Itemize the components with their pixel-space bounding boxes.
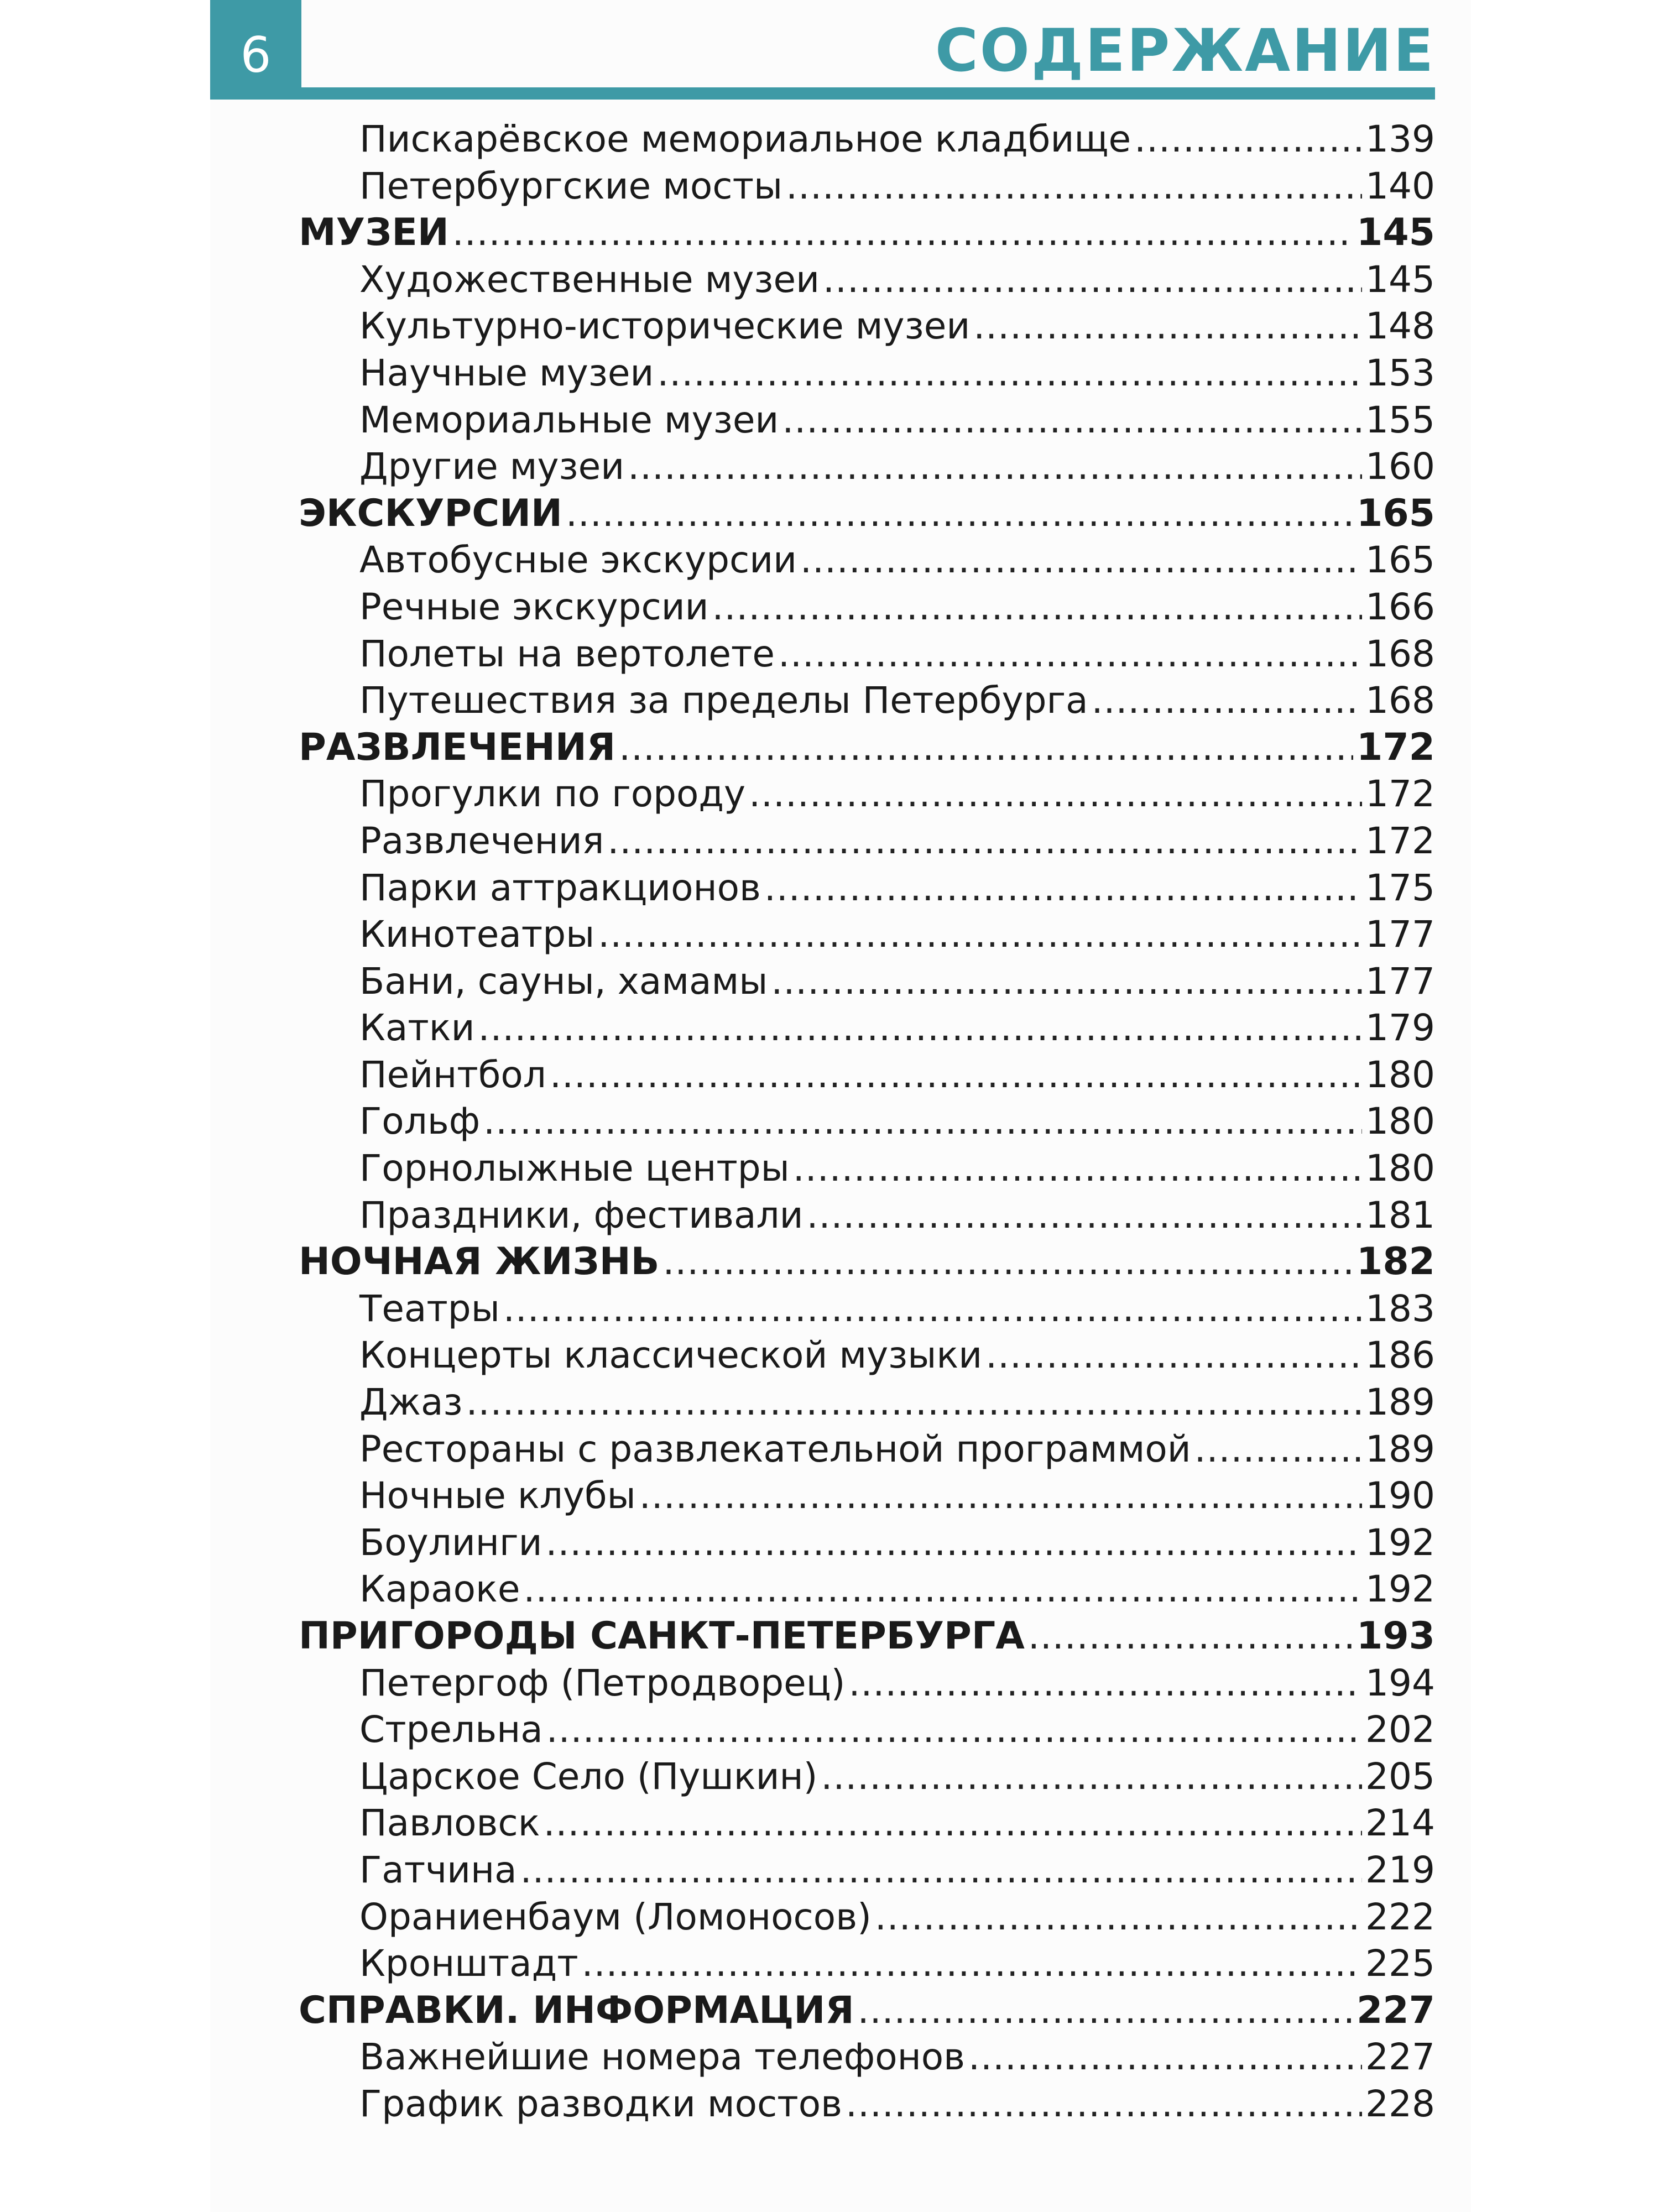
toc-entry-row bbox=[299, 1894, 1435, 1941]
toc-entry-title: Научные музеи bbox=[359, 351, 654, 394]
toc-page-number: 202 bbox=[1365, 1708, 1435, 1751]
dot-leader bbox=[821, 1754, 1362, 1801]
dot-leader bbox=[782, 397, 1362, 444]
table-of-contents bbox=[299, 116, 1435, 2128]
toc-entry-row bbox=[299, 865, 1435, 912]
dot-leader bbox=[823, 257, 1362, 304]
toc-entry-title: Кинотеатры bbox=[359, 913, 595, 956]
toc-entry-title: Пискарёвское мемориальное кладбище bbox=[359, 118, 1131, 160]
dot-leader bbox=[483, 1098, 1362, 1145]
toc-entry-row bbox=[299, 584, 1435, 631]
toc-page-number: 139 bbox=[1365, 118, 1435, 160]
toc-entry-row bbox=[299, 958, 1435, 1005]
toc-entry-title: Павловск bbox=[359, 1802, 540, 1845]
toc-page-number: 194 bbox=[1365, 1661, 1435, 1704]
toc-page-number: 172 bbox=[1365, 819, 1435, 862]
toc-entry-row bbox=[299, 631, 1435, 678]
toc-entry-title: Театры bbox=[359, 1287, 500, 1330]
toc-section-title: РАЗВЛЕЧЕНИЯ bbox=[299, 725, 616, 769]
toc-entry-title: Полеты на вертолете bbox=[359, 632, 775, 675]
dot-leader bbox=[749, 771, 1362, 818]
book-page bbox=[210, 0, 1471, 2212]
toc-entry-title: Стрельна bbox=[359, 1708, 543, 1751]
toc-page-number: 165 bbox=[1357, 491, 1435, 535]
toc-section-title: СПРАВКИ. ИНФОРМАЦИЯ bbox=[299, 1988, 854, 2032]
toc-entry-row bbox=[299, 1473, 1435, 1520]
toc-section-row bbox=[299, 724, 1435, 771]
toc-entry-row bbox=[299, 1286, 1435, 1333]
dot-leader bbox=[628, 444, 1362, 491]
toc-entry-title: График разводки мостов bbox=[359, 2082, 843, 2125]
toc-entry-row bbox=[299, 1707, 1435, 1754]
toc-page-number: 186 bbox=[1365, 1334, 1435, 1377]
toc-entry-row bbox=[299, 116, 1435, 163]
toc-entry-title: Горнолыжные центры bbox=[359, 1147, 790, 1190]
toc-page-number: 189 bbox=[1365, 1427, 1435, 1470]
toc-entry-title: Гольф bbox=[359, 1100, 481, 1143]
toc-page-number: 166 bbox=[1365, 585, 1435, 628]
toc-entry-row bbox=[299, 1052, 1435, 1099]
toc-entry-row bbox=[299, 677, 1435, 724]
toc-entry-row bbox=[299, 350, 1435, 397]
dot-leader bbox=[466, 1379, 1362, 1426]
toc-entry-title: Парки аттракционов bbox=[359, 866, 761, 909]
toc-page-number: 228 bbox=[1365, 2082, 1435, 2125]
dot-leader bbox=[875, 1894, 1362, 1941]
header-divider bbox=[301, 87, 1435, 100]
toc-page-number: 180 bbox=[1365, 1100, 1435, 1143]
toc-entry-row bbox=[299, 1005, 1435, 1052]
dot-leader bbox=[520, 1847, 1362, 1894]
dot-leader bbox=[546, 1707, 1362, 1754]
toc-entry-title: Развлечения bbox=[359, 819, 604, 862]
dot-leader bbox=[662, 1239, 1353, 1286]
toc-entry-title: Концерты классической музыки bbox=[359, 1334, 983, 1377]
toc-entry-title: Культурно-исторические музеи bbox=[359, 305, 971, 348]
dot-leader bbox=[1134, 116, 1362, 163]
toc-page-number: 205 bbox=[1365, 1755, 1435, 1798]
toc-page-number: 227 bbox=[1365, 2036, 1435, 2079]
toc-page-number: 193 bbox=[1357, 1614, 1435, 1658]
dot-leader bbox=[764, 865, 1362, 912]
toc-entry-title: Рестораны с развлекательной программой bbox=[359, 1427, 1191, 1470]
toc-page-number: 160 bbox=[1365, 445, 1435, 488]
toc-entry-row bbox=[299, 1754, 1435, 1801]
toc-entry-title: Царское Село (Пушкин) bbox=[359, 1755, 818, 1798]
toc-entry-row bbox=[299, 444, 1435, 491]
toc-page-number: 180 bbox=[1365, 1147, 1435, 1190]
toc-entry-title: Пейнтбол bbox=[359, 1053, 546, 1096]
toc-entry-row bbox=[299, 1145, 1435, 1192]
toc-entry-title: Прогулки по городу bbox=[359, 773, 746, 816]
toc-page-number: 172 bbox=[1357, 725, 1435, 769]
toc-entry-row bbox=[299, 1520, 1435, 1567]
toc-entry-title: Автобусные экскурсии bbox=[359, 539, 797, 582]
dot-leader bbox=[544, 1800, 1362, 1847]
dot-leader bbox=[793, 1145, 1362, 1192]
toc-entry-title: Бани, сауны, хамамы bbox=[359, 959, 768, 1003]
toc-page-number: 145 bbox=[1365, 258, 1435, 301]
toc-section-row bbox=[299, 1239, 1435, 1286]
toc-section-title: ЭКСКУРСИИ bbox=[299, 491, 562, 535]
dot-leader bbox=[524, 1566, 1363, 1613]
page-number-badge bbox=[210, 0, 301, 100]
dot-leader bbox=[546, 1520, 1363, 1567]
toc-entry-row bbox=[299, 257, 1435, 304]
toc-entry-title: Ораниенбаум (Ломоносов) bbox=[359, 1895, 872, 1938]
dot-leader bbox=[973, 303, 1362, 350]
toc-entry-title: Праздники, фестивали bbox=[359, 1193, 804, 1237]
dot-leader bbox=[1194, 1426, 1362, 1473]
toc-entry-title: Речные экскурсии bbox=[359, 585, 709, 628]
dot-leader bbox=[607, 818, 1362, 865]
toc-page-number: 175 bbox=[1365, 866, 1435, 909]
toc-entry-row bbox=[299, 1800, 1435, 1847]
toc-entry-title: Другие музеи bbox=[359, 445, 625, 488]
toc-page-number: 214 bbox=[1365, 1802, 1435, 1845]
toc-entry-title: Художественные музеи bbox=[359, 258, 820, 301]
toc-section-title: МУЗЕИ bbox=[299, 211, 449, 255]
toc-entry-row bbox=[299, 1940, 1435, 1987]
toc-entry-row bbox=[299, 163, 1435, 210]
toc-entry-row bbox=[299, 397, 1435, 444]
toc-page-number: 190 bbox=[1365, 1474, 1435, 1517]
dot-leader bbox=[657, 350, 1362, 397]
toc-entry-row bbox=[299, 2081, 1435, 2128]
toc-entry-title: Караоке bbox=[359, 1568, 520, 1611]
toc-entry-row bbox=[299, 537, 1435, 584]
toc-page-number: 222 bbox=[1365, 1895, 1435, 1938]
toc-entry-row bbox=[299, 1426, 1435, 1473]
toc-page-number: 168 bbox=[1365, 679, 1435, 722]
dot-leader bbox=[771, 958, 1362, 1005]
dot-leader bbox=[807, 1192, 1362, 1239]
toc-section-row bbox=[299, 1987, 1435, 2034]
toc-page-number: 183 bbox=[1365, 1287, 1435, 1330]
toc-page-number: 145 bbox=[1357, 211, 1435, 255]
toc-section-row bbox=[299, 210, 1435, 257]
toc-entry-row bbox=[299, 1847, 1435, 1894]
toc-entry-row bbox=[299, 818, 1435, 865]
toc-entry-row bbox=[299, 1098, 1435, 1145]
toc-entry-title: Кронштадт bbox=[359, 1942, 578, 1985]
page-title: СОДЕРЖАНИЕ bbox=[935, 17, 1435, 85]
toc-page-number: 172 bbox=[1365, 773, 1435, 816]
dot-leader bbox=[598, 911, 1362, 958]
dot-leader bbox=[968, 2034, 1362, 2081]
toc-page-number: 181 bbox=[1365, 1193, 1435, 1237]
dot-leader bbox=[786, 163, 1362, 210]
dot-leader bbox=[452, 210, 1353, 257]
toc-page-number: 155 bbox=[1365, 398, 1435, 441]
toc-section-title: ПРИГОРОДЫ САНКТ-ПЕТЕРБУРГА bbox=[299, 1614, 1025, 1658]
toc-page-number: 177 bbox=[1365, 959, 1435, 1003]
toc-entry-title: Гатчина bbox=[359, 1848, 517, 1891]
toc-entry-row bbox=[299, 2034, 1435, 2081]
toc-page-number: 180 bbox=[1365, 1053, 1435, 1096]
toc-entry-row bbox=[299, 771, 1435, 818]
toc-entry-title: Петергоф (Петродворец) bbox=[359, 1661, 846, 1704]
toc-entry-row bbox=[299, 1566, 1435, 1613]
dot-leader bbox=[582, 1940, 1362, 1987]
toc-section-row bbox=[299, 1613, 1435, 1660]
toc-page-number: 219 bbox=[1365, 1848, 1435, 1891]
toc-entry-row bbox=[299, 1192, 1435, 1239]
toc-entry-row bbox=[299, 1332, 1435, 1379]
toc-page-number: 140 bbox=[1365, 164, 1435, 207]
toc-entry-title: Мемориальные музеи bbox=[359, 398, 779, 441]
toc-entry-title: Путешествия за пределы Петербурга bbox=[359, 679, 1088, 722]
toc-entry-title: Джаз bbox=[359, 1381, 463, 1424]
toc-entry-row bbox=[299, 1660, 1435, 1707]
dot-leader bbox=[778, 631, 1362, 678]
dot-leader bbox=[858, 1987, 1353, 2034]
dot-leader bbox=[1092, 677, 1362, 724]
dot-leader bbox=[712, 584, 1363, 631]
dot-leader bbox=[1028, 1613, 1353, 1660]
toc-page-number: 189 bbox=[1365, 1381, 1435, 1424]
dot-leader bbox=[985, 1332, 1362, 1379]
dot-leader bbox=[848, 1660, 1362, 1707]
toc-page-number: 165 bbox=[1365, 539, 1435, 582]
toc-entry-title: Ночные клубы bbox=[359, 1474, 636, 1517]
dot-leader bbox=[550, 1052, 1362, 1099]
dot-leader bbox=[478, 1005, 1363, 1052]
toc-entry-row bbox=[299, 1379, 1435, 1426]
toc-page-number: 168 bbox=[1365, 632, 1435, 675]
toc-entry-title: Катки bbox=[359, 1006, 475, 1050]
toc-entry-row bbox=[299, 303, 1435, 350]
toc-page-number: 225 bbox=[1365, 1942, 1435, 1985]
dot-leader bbox=[503, 1286, 1362, 1333]
toc-entry-row bbox=[299, 911, 1435, 958]
toc-page-number: 192 bbox=[1365, 1568, 1435, 1611]
toc-page-number: 177 bbox=[1365, 913, 1435, 956]
page-number: 6 bbox=[240, 27, 272, 84]
dot-leader bbox=[846, 2081, 1362, 2128]
toc-page-number: 182 bbox=[1357, 1240, 1435, 1284]
toc-page-number: 227 bbox=[1357, 1988, 1435, 2032]
dot-leader bbox=[566, 491, 1353, 538]
toc-page-number: 179 bbox=[1365, 1006, 1435, 1050]
toc-page-number: 148 bbox=[1365, 305, 1435, 348]
toc-section-title: НОЧНАЯ ЖИЗНЬ bbox=[299, 1240, 660, 1284]
dot-leader bbox=[619, 724, 1353, 771]
toc-section-row bbox=[299, 491, 1435, 538]
toc-page-number: 192 bbox=[1365, 1521, 1435, 1564]
toc-entry-title: Петербургские мосты bbox=[359, 164, 783, 207]
dot-leader bbox=[639, 1473, 1362, 1520]
dot-leader bbox=[800, 537, 1362, 584]
toc-entry-title: Боулинги bbox=[359, 1521, 542, 1564]
toc-page-number: 153 bbox=[1365, 351, 1435, 394]
toc-entry-title: Важнейшие номера телефонов bbox=[359, 2036, 966, 2079]
